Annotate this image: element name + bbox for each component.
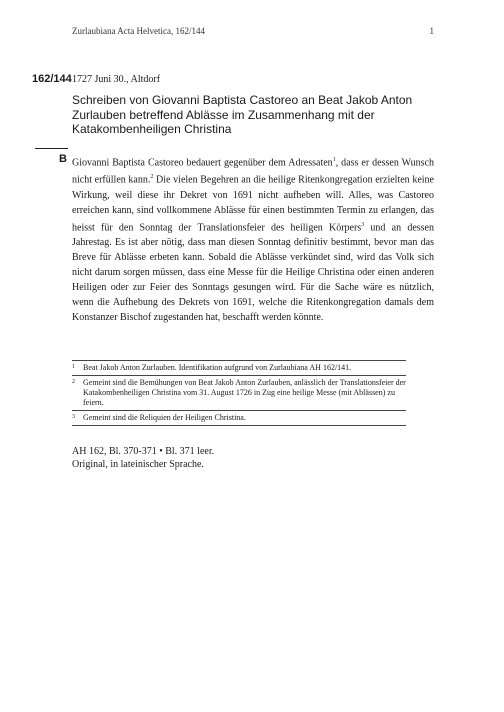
section-mark: B — [59, 153, 67, 165]
page-number: 1 — [429, 26, 434, 36]
footnote — [72, 360, 406, 375]
footnote-ref[interactable]: 3 — [361, 221, 365, 228]
footnote-number: 2 — [72, 379, 75, 385]
source-note: Original, in lateinischer Sprache. — [72, 459, 204, 470]
footnote — [72, 375, 406, 410]
summary-part: und an dessen Jahrestag. Es ist aber nötig, dass man diesen Sonntag definitiv bestimmt, bevor man das Breve für Ablässe erbeten kann. Sobald die Ablässe verkündet sind, wird das Volk sich nicht darum sorgen müssen, dass eine Messe für die Heilige Christina oder einen anderen Heiligen oder zur Feier des Sonntags gesungen wird. Für die Sache wäre es nützlich, wenn die Aufhebung des Dekrets von 1691, welche die Ritenkongregation damals dem Konstanzer Bischof zugestanden hat, beschafft werden könnte. — [72, 221, 434, 323]
running-header — [72, 26, 434, 36]
summary-part: Giovanni Baptista Castoreo bedauert gegenüber dem Adressaten — [72, 157, 333, 169]
summary-part: Die vielen Begehren an die heilige Ritenkongregation erzielten keine Wirkung, weil diese ihr Dekret von 1691 nicht aufheben will. Alles, was Castoreo erreichen kann, sind vollkommene Ablässe für einen bestimmten Termin zu erlangen, das heisst für den Sonntag der Translationsfeier des heiligen Körpers — [72, 174, 434, 233]
summary-text — [72, 153, 434, 325]
footnote-text: Gemeint sind die Reliquien der Heiligen Christina. — [83, 413, 246, 422]
source-info — [72, 445, 406, 471]
footnote-number: 3 — [72, 414, 75, 420]
document-id: 162/144 — [32, 73, 72, 85]
source-reference: AH 162, Bl. 370-371 • Bl. 371 leer. — [72, 446, 215, 457]
series-title: Zurlaubiana Acta Helvetica, 162/144 — [72, 26, 205, 36]
section-rule — [35, 148, 68, 149]
footnote-rule — [72, 425, 406, 426]
document-date-place: 1727 Juni 30., Altdorf — [72, 74, 161, 85]
footnote-ref[interactable]: 2 — [150, 174, 154, 181]
footnotes — [72, 360, 406, 426]
footnote-text: Beat Jakob Anton Zurlauben. Identifikation aufgrund von Zurlaubiana AH 162/141. — [83, 363, 352, 372]
footnote-number: 1 — [72, 364, 75, 370]
summary-part: , dass er dessen Wunsch nicht erfüllen kann. — [72, 157, 435, 186]
footnote-ref[interactable]: 1 — [332, 157, 336, 163]
document-title: Schreiben von Giovanni Baptista Castoreo an Beat Jakob Anton Zurlauben betreffend Ablässe im Zusammenhang mit der Katakombenheiligen Christina — [72, 93, 413, 136]
footnote-text: Gemeint sind die Bemühungen von Beat Jakob Anton Zurlauben, anlässlich der Translationsfeier der Katakombenheiligen Christina vom 31. August 1726 in Zug eine heilige Messe (mit Ablässen) zu feiern. — [83, 378, 406, 407]
footnote — [72, 410, 406, 425]
